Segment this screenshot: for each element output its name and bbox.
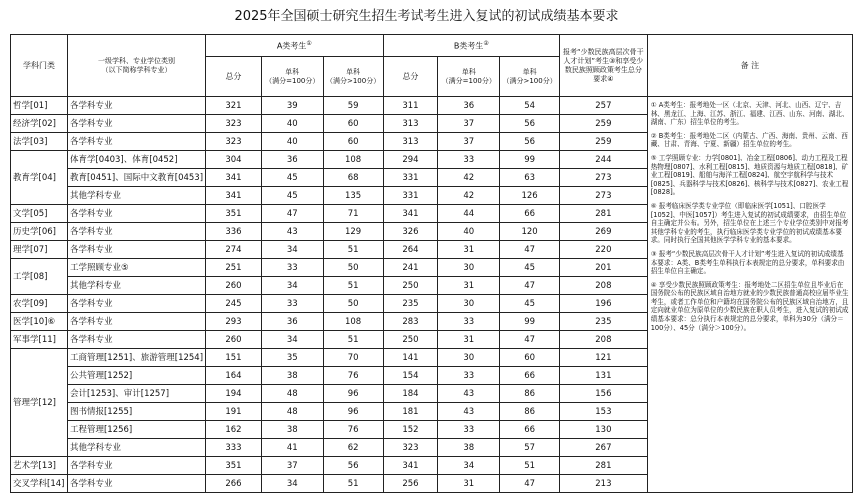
program-total-cell: 196 [560,295,648,313]
a-class-total-cell: 351 [206,457,262,475]
program-total-cell: 201 [560,259,648,277]
b-class-total-cell: 154 [383,367,438,385]
remark-note: ⑥ 报考临床医学类专业学位（即临床医学[1051]、口腔医学[1052]、中医[1057]）考生进入复试的初试成绩要求，由招生单位自主确定并公布。另外，招生单位在上述三个专业学位类别中对报考其他学科专业的考生，执行临床医学类专业学位的初试成绩基本要求。同时执行全国其他医学学科专业的基本要求。 [650,201,849,245]
b-class-total-cell: 250 [383,331,438,349]
header-a-single1 [261,57,323,97]
a-class-single-over100-cell: 135 [323,187,383,205]
header-b-class [383,35,560,57]
b-class-total-cell: 331 [383,187,438,205]
category-cell: 经济学[02] [11,115,68,133]
a-class-total-cell: 191 [206,403,262,421]
subject-cell: 各学科专业 [67,331,205,349]
b-class-single-100-cell: 33 [438,151,500,169]
a-class-single-over100-cell: 68 [323,169,383,187]
header-a-single2 [323,57,383,97]
program-total-cell: 220 [560,241,648,259]
b-class-single-over100-cell: 45 [500,259,560,277]
a-class-single-100-cell: 36 [261,151,323,169]
category-cell: 交叉学科[14] [11,475,68,493]
program-total-cell: 259 [560,133,648,151]
subject-cell: 工商管理[1251]、旅游管理[1254] [67,349,205,367]
header-a-single2-l2: （满分>100分） [325,76,381,85]
header-b-class-mark: ② [483,40,489,48]
b-class-single-over100-cell: 56 [500,115,560,133]
b-class-single-over100-cell: 66 [500,421,560,439]
b-class-single-100-cell: 43 [438,385,500,403]
subject-cell: 其他学科专业 [67,277,205,295]
b-class-single-100-cell: 43 [438,403,500,421]
program-total-cell: 273 [560,169,648,187]
program-total-cell: 121 [560,349,648,367]
a-class-single-100-cell: 48 [261,385,323,403]
subject-cell: 各学科专业 [67,457,205,475]
program-total-cell: 131 [560,367,648,385]
remark-note: ③ 报考“少数民族高层次骨干人才计划”考生进入复试的初试成绩基本要求：A类、B类考生单科执行本表规定的总分要求，单科要求由招生单位自主确定。 [650,249,845,276]
b-class-single-over100-cell: 126 [500,187,560,205]
subject-cell: 各学科专业 [67,133,205,151]
subject-cell: 体育学[0403]、体育[0452] [67,151,205,169]
program-total-cell: 235 [560,313,648,331]
program-total-cell: 281 [560,205,648,223]
a-class-single-100-cell: 38 [261,421,323,439]
header-program: 报考“少数民族高层次骨干人才计划”考生③和享受少数民族照顾政策考生总分要求④ [560,35,648,97]
header-a-class-label: A类考生 [276,41,307,51]
header-major-line1: 一级学科、专业学位类别 [98,56,175,65]
category-cell: 理学[07] [11,241,68,259]
b-class-single-100-cell: 36 [438,97,500,115]
b-class-single-over100-cell: 47 [500,277,560,295]
header-major-line2: （以下简称学科专业） [101,65,172,74]
a-class-single-over100-cell: 59 [323,97,383,115]
a-class-single-100-cell: 37 [261,457,323,475]
b-class-single-over100-cell: 57 [500,439,560,457]
a-class-single-100-cell: 48 [261,403,323,421]
b-class-total-cell: 241 [383,259,438,277]
a-class-total-cell: 164 [206,367,262,385]
program-total-cell: 273 [560,187,648,205]
b-class-total-cell: 141 [383,349,438,367]
table-row [11,97,853,115]
program-total-cell: 269 [560,223,648,241]
a-class-single-over100-cell: 51 [323,241,383,259]
category-cell: 教育学[04] [11,151,68,205]
a-class-single-over100-cell: 62 [323,439,383,457]
header-b-class-label: B类考生 [453,41,484,51]
header-b-single2-l2: （满分>100分） [502,76,557,85]
program-total-cell: 213 [560,475,648,493]
a-class-total-cell: 333 [206,439,262,457]
a-class-single-over100-cell: 51 [323,331,383,349]
b-class-single-100-cell: 33 [438,367,500,385]
b-class-total-cell: 311 [383,97,438,115]
a-class-total-cell: 151 [206,349,262,367]
b-class-total-cell: 341 [383,205,438,223]
a-class-single-100-cell: 39 [261,97,323,115]
subject-cell: 各学科专业 [67,241,205,259]
score-table [10,34,853,493]
program-total-cell: 257 [560,97,648,115]
b-class-single-100-cell: 37 [438,115,500,133]
a-class-total-cell: 293 [206,313,262,331]
a-class-single-100-cell: 34 [261,331,323,349]
b-class-single-over100-cell: 86 [500,385,560,403]
header-discipline: 学科门类 [11,35,68,97]
program-total-cell: 244 [560,151,648,169]
remarks-cell [647,97,852,493]
a-class-total-cell: 321 [206,97,262,115]
b-class-total-cell: 313 [383,115,438,133]
remark-note: ② B类考生：报考地处二区（内蒙古、广西、海南、贵州、云南、西藏、甘肃、青海、宁夏、新疆）招生单位的考生。 [650,131,848,149]
b-class-single-100-cell: 31 [438,241,500,259]
a-class-single-100-cell: 34 [261,277,323,295]
b-class-single-over100-cell: 47 [500,241,560,259]
subject-cell: 图书情报[1255] [67,403,205,421]
b-class-single-100-cell: 30 [438,295,500,313]
b-class-single-over100-cell: 47 [500,331,560,349]
b-class-total-cell: 184 [383,385,438,403]
subject-cell: 各学科专业 [67,205,205,223]
header-a-class [206,35,384,57]
a-class-total-cell: 194 [206,385,262,403]
subject-cell: 其他学科专业 [67,187,205,205]
header-b-single2-l1: 单科 [522,67,537,76]
page-title: 2025年全国硕士研究生招生考试考生进入复试的初试成绩基本要求 [234,9,619,24]
header-b-total: 总分 [383,57,438,97]
b-class-total-cell: 323 [383,439,438,457]
category-cell: 哲学[01] [11,97,68,115]
b-class-single-over100-cell: 51 [500,457,560,475]
a-class-total-cell: 341 [206,169,262,187]
subject-cell: 工程管理[1256] [67,421,205,439]
b-class-total-cell: 326 [383,223,438,241]
category-cell: 历史学[06] [11,223,68,241]
b-class-single-over100-cell: 120 [500,223,560,241]
category-cell: 文学[05] [11,205,68,223]
subject-cell: 各学科专业 [67,115,205,133]
a-class-single-over100-cell: 60 [323,115,383,133]
a-class-total-cell: 336 [206,223,262,241]
a-class-single-over100-cell: 76 [323,421,383,439]
subject-cell: 各学科专业 [67,295,205,313]
remark-note: ① A类考生：报考地处一区（北京、天津、河北、山西、辽宁、吉林、黑龙江、上海、江苏、浙江、福建、江西、山东、河南、湖北、湖南、广东）招生单位的考生。 [650,101,849,127]
b-class-single-over100-cell: 56 [500,133,560,151]
a-class-single-over100-cell: 129 [323,223,383,241]
b-class-single-over100-cell: 45 [500,295,560,313]
b-class-single-over100-cell: 63 [500,169,560,187]
category-cell: 军事学[11] [11,331,68,349]
b-class-single-100-cell: 33 [438,313,500,331]
category-cell: 医学[10]⑥ [11,313,68,331]
a-class-single-100-cell: 36 [261,313,323,331]
b-class-total-cell: 294 [383,151,438,169]
a-class-single-100-cell: 34 [261,241,323,259]
a-class-single-over100-cell: 96 [323,403,383,421]
b-class-single-100-cell: 44 [438,205,500,223]
b-class-total-cell: 341 [383,457,438,475]
subject-cell: 公共管理[1252] [67,367,205,385]
b-class-single-100-cell: 42 [438,187,500,205]
a-class-single-100-cell: 43 [261,223,323,241]
subject-cell: 各学科专业 [67,475,205,493]
category-cell: 管理学[12] [11,349,68,457]
a-class-single-over100-cell: 51 [323,475,383,493]
b-class-single-100-cell: 37 [438,133,500,151]
subject-cell: 工学照顾专业⑤ [67,259,205,277]
subject-cell: 各学科专业 [67,97,205,115]
header-a-class-mark: ① [306,40,312,48]
header-b-single2 [500,57,560,97]
subject-cell: 教育[0451]、国际中文教育[0453] [67,169,205,187]
a-class-single-100-cell: 45 [261,169,323,187]
b-class-single-100-cell: 42 [438,169,500,187]
subject-cell: 各学科专业 [67,313,205,331]
a-class-total-cell: 351 [206,205,262,223]
a-class-single-over100-cell: 60 [323,133,383,151]
a-class-total-cell: 266 [206,475,262,493]
b-class-total-cell: 264 [383,241,438,259]
b-class-total-cell: 313 [383,133,438,151]
a-class-total-cell: 323 [206,115,262,133]
a-class-single-100-cell: 47 [261,205,323,223]
a-class-single-over100-cell: 96 [323,385,383,403]
program-total-cell: 208 [560,331,648,349]
a-class-single-over100-cell: 71 [323,205,383,223]
a-class-single-100-cell: 38 [261,367,323,385]
a-class-single-over100-cell: 50 [323,259,383,277]
a-class-single-100-cell: 41 [261,439,323,457]
b-class-single-100-cell: 40 [438,223,500,241]
a-class-single-over100-cell: 76 [323,367,383,385]
a-class-single-100-cell: 33 [261,295,323,313]
a-class-total-cell: 304 [206,151,262,169]
b-class-single-100-cell: 31 [438,277,500,295]
a-class-total-cell: 260 [206,277,262,295]
subject-cell: 其他学科专业 [67,439,205,457]
a-class-single-over100-cell: 50 [323,295,383,313]
b-class-single-over100-cell: 99 [500,151,560,169]
a-class-single-100-cell: 35 [261,349,323,367]
subject-cell: 会计[1253]、审计[1257] [67,385,205,403]
header-b-single1 [438,57,500,97]
a-class-single-100-cell: 40 [261,115,323,133]
b-class-single-100-cell: 38 [438,439,500,457]
b-class-single-over100-cell: 66 [500,367,560,385]
b-class-total-cell: 283 [383,313,438,331]
a-class-total-cell: 274 [206,241,262,259]
a-class-single-over100-cell: 108 [323,151,383,169]
header-remarks: 备 注 [647,35,852,97]
b-class-single-over100-cell: 54 [500,97,560,115]
category-cell: 法学[03] [11,133,68,151]
a-class-total-cell: 323 [206,133,262,151]
a-class-single-100-cell: 45 [261,187,323,205]
b-class-single-over100-cell: 66 [500,205,560,223]
header-a-total: 总分 [206,57,262,97]
program-total-cell: 281 [560,457,648,475]
b-class-single-over100-cell: 86 [500,403,560,421]
b-class-single-100-cell: 33 [438,421,500,439]
header-b-single1-l1: 单科 [461,67,476,76]
a-class-total-cell: 245 [206,295,262,313]
program-total-cell: 208 [560,277,648,295]
b-class-single-100-cell: 31 [438,475,500,493]
remark-note: ④ 享受少数民族照顾政策考生：报考地处二区招生单位且毕业后在国务院公布的民族区域自治地方就业的少数民族普通高校应届毕业生考生，或者工作单位和户籍均在国务院公布的民族区域自治地方，且定向就业单位为原单位的少数民族在职人员考生，进入复试的初试成绩基本要求：总分执行本表规定的总分要求，单科为30分（满分＝100分）、45分（满分＞100分）。 [650,280,849,332]
header-a-single1-l1: 单科 [285,67,300,76]
a-class-total-cell: 260 [206,331,262,349]
a-class-total-cell: 251 [206,259,262,277]
program-total-cell: 153 [560,403,648,421]
b-class-total-cell: 181 [383,403,438,421]
program-total-cell: 130 [560,421,648,439]
a-class-single-over100-cell: 70 [323,349,383,367]
program-total-cell: 156 [560,385,648,403]
header-a-single2-l1: 单科 [346,67,361,76]
header-a-single1-l2: （满分=100分） [265,76,320,85]
b-class-total-cell: 235 [383,295,438,313]
a-class-total-cell: 162 [206,421,262,439]
b-class-single-100-cell: 30 [438,259,500,277]
category-cell: 农学[09] [11,295,68,313]
remark-note: ⑤ 工学照顾专业：力学[0801]、冶金工程[0806]、动力工程及工程热物理[0807]、水利工程[0815]、地质资源与地质工程[0818]、矿业工程[0819]、船舶与海洋工程[0824]、航空宇航科学与技术[0825]、兵器科学与技术[0826]、核科学与技术[0827]、农业工程[0828]。 [650,153,849,197]
a-class-single-over100-cell: 56 [323,457,383,475]
a-class-total-cell: 341 [206,187,262,205]
category-cell: 工学[08] [11,259,68,295]
category-cell: 艺术学[13] [11,457,68,475]
a-class-single-100-cell: 34 [261,475,323,493]
table-body [11,97,853,493]
a-class-single-100-cell: 33 [261,259,323,277]
b-class-total-cell: 256 [383,475,438,493]
b-class-total-cell: 152 [383,421,438,439]
program-total-cell: 267 [560,439,648,457]
a-class-single-over100-cell: 108 [323,313,383,331]
a-class-single-over100-cell: 51 [323,277,383,295]
b-class-total-cell: 331 [383,169,438,187]
header-major [67,35,205,97]
header-b-single1-l2: （满分=100分） [441,76,496,85]
b-class-single-100-cell: 31 [438,331,500,349]
b-class-single-100-cell: 30 [438,349,500,367]
b-class-total-cell: 250 [383,277,438,295]
a-class-single-100-cell: 40 [261,133,323,151]
subject-cell: 各学科专业 [67,223,205,241]
program-total-cell: 259 [560,115,648,133]
b-class-single-over100-cell: 99 [500,313,560,331]
b-class-single-100-cell: 34 [438,457,500,475]
b-class-single-over100-cell: 47 [500,475,560,493]
b-class-single-over100-cell: 60 [500,349,560,367]
